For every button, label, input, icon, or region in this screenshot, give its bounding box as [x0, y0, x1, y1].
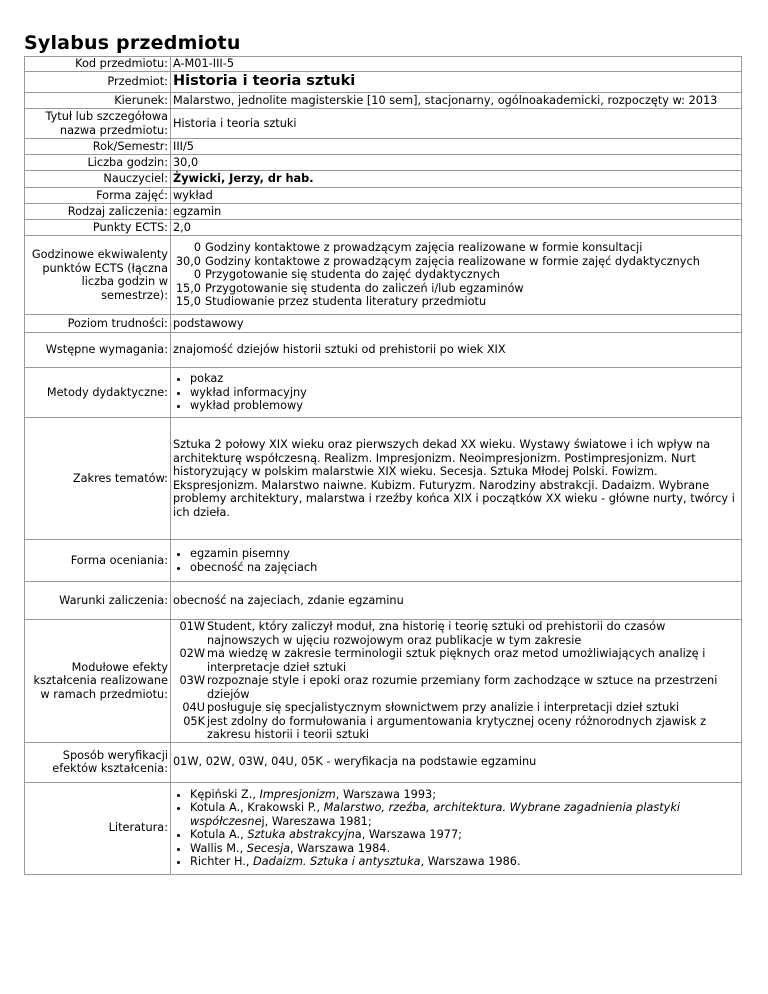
value-efekty — [171, 620, 742, 743]
row-weryfikacja — [25, 742, 742, 782]
learning-outcomes-list — [173, 620, 739, 742]
value-forma: wykład — [171, 188, 742, 204]
list-item — [190, 855, 739, 869]
row-zaliczenie — [25, 204, 742, 220]
ects-hours-value: 0 — [193, 268, 201, 282]
row-literatura — [25, 782, 742, 874]
ects-hours-item — [173, 282, 700, 296]
outcome-code: 03W — [179, 674, 205, 687]
list-item — [190, 828, 739, 842]
label-literatura: Literatura: — [25, 782, 171, 874]
outcome-item — [173, 715, 739, 742]
value-weryfikacja: 01W, 02W, 03W, 04U, 05K - weryfikacja na podstawie egzaminu — [171, 742, 742, 782]
value-ekwiwalenty — [171, 236, 742, 315]
list-item: • obecność na zajęciach — [190, 561, 739, 575]
literature-author: Richter H., — [190, 855, 254, 868]
literature-details: a, Warszawa 1977; — [354, 828, 462, 841]
ects-hours-value: 15,0 — [175, 295, 201, 309]
outcome-text: Student, który zaliczył moduł, zna historię i teorię sztuki od prehistorii do czasów najnowszych w ujęciu rozwojowym oraz publikacje w tym zakresie — [207, 620, 666, 647]
label-wymagania: Wstępne wymagania: — [25, 333, 171, 368]
literature-details: , Warszawa 1993; — [335, 787, 437, 801]
label-zakres: Zakres tematów: — [25, 418, 171, 540]
label-weryfikacja: Sposób weryfikacji efektów kształcenia: — [25, 742, 171, 782]
outcome-code: 02W — [179, 647, 205, 660]
label-rok: Rok/Semestr: — [25, 139, 171, 155]
ects-hours-value: 30,0 — [175, 254, 201, 268]
outcome-item — [173, 647, 739, 674]
value-przedmiot: Historia i teoria sztuki — [171, 72, 742, 93]
label-godziny: Liczba godzin: — [25, 155, 171, 171]
outcome-code: 01W — [179, 620, 205, 633]
syllabus-table — [24, 56, 742, 875]
value-godziny: 30,0 — [171, 155, 742, 171]
value-kierunek: Malarstwo, jednolite magisterskie [10 sem], stacjonarny, ogólnoakademicki, rozpoczęty w: 2013 — [171, 93, 742, 109]
value-wymagania: znajomość dziejów historii sztuki od prehistorii po wiek XIX — [171, 333, 742, 368]
value-tytul: Historia i teoria sztuki — [171, 109, 742, 139]
list-item — [190, 788, 739, 802]
outcome-item — [173, 674, 739, 701]
literature-title: Malarstwo, rzeźba, architektura. Wybrane zagadnienia plastyki współczesne — [190, 801, 681, 828]
row-poziom — [25, 315, 742, 333]
row-zakres — [25, 418, 742, 540]
outcome-code: 04U — [182, 701, 205, 714]
ects-hours-list — [173, 241, 700, 309]
row-forma — [25, 188, 742, 204]
row-metody — [25, 368, 742, 418]
row-rok — [25, 139, 742, 155]
row-godziny — [25, 155, 742, 171]
ects-hours-text: Przygotowanie się studenta do zajęć dydaktycznych — [205, 268, 500, 282]
literature-title: Secesja — [246, 841, 291, 855]
label-forma: Forma zajęć: — [25, 188, 171, 204]
row-efekty — [25, 620, 742, 743]
row-ekwiwalenty — [25, 236, 742, 315]
value-poziom: podstawowy — [171, 315, 742, 333]
label-ocenianie: Forma oceniania: — [25, 540, 171, 582]
list-item: • wykład informacyjny — [190, 386, 739, 400]
literature-title: Impresjonizm — [259, 787, 336, 801]
literature-title: Dadaizm. Sztuka i antysztuka — [253, 855, 421, 868]
row-ects — [25, 220, 742, 236]
value-nauczyciel: Żywicki, Jerzy, dr hab. — [171, 171, 742, 188]
value-ects: 2,0 — [171, 220, 742, 236]
ects-hours-text: Godziny kontaktowe z prowadzącym zajęcia realizowane w formie konsultacji — [205, 241, 643, 255]
row-kod — [25, 57, 742, 72]
outcome-text: jest zdolny do formułowania i argumentowania krytycznej oceny różnorodnych zjawisk z zakresu historii i teorii sztuki — [207, 714, 707, 741]
label-zaliczenie: Rodzaj zaliczenia: — [25, 204, 171, 220]
value-zakres: Sztuka 2 połowy XIX wieku oraz pierwszych dekad XX wieku. Wystawy światowe i ich wpływ na architekturę współczesną. Realizm. Impresjonizm. Neoimpresjonizm. Postimpresjonizm. Nurt historyzujący w polskim malarstwie XIX wieku. Secesja. Sztuka Młodej Polski. Fowizm. Ekspresjonizm. Malarstwo naiwne. Kubizm. Futuryzm. Narodziny abstrakcji. Dadaizm. Wybrane problemy architektury, malarstwa i rzeźby końca XIX i początków XX wieku - główne nurty, twórcy i ich dzieła. — [171, 418, 742, 540]
ects-hours-text: Przygotowanie się studenta do zaliczeń i/lub egzaminów — [205, 281, 524, 295]
literature-author: Kotula A., Krakowski P., — [190, 801, 324, 814]
literature-author: Kępiński Z., — [190, 787, 260, 801]
value-literatura — [171, 782, 742, 874]
outcome-text: rozpoznaje style i epoki oraz rozumie przemiany form zachodzące w sztuce na przestrzeni dziejów — [207, 674, 718, 701]
literature-details: , Warszawa 1986. — [420, 855, 521, 868]
label-ects: Punkty ECTS: — [25, 220, 171, 236]
label-nauczyciel: Nauczyciel: — [25, 171, 171, 188]
methods-list — [173, 372, 739, 413]
ects-hours-item — [173, 255, 700, 269]
value-ocenianie — [171, 540, 742, 582]
value-warunki: obecność na zajeciach, zdanie egzaminu — [171, 582, 742, 620]
row-wymagania — [25, 333, 742, 368]
literature-list — [173, 788, 739, 869]
row-warunki — [25, 582, 742, 620]
ects-hours-value: 15,0 — [175, 281, 201, 295]
row-ocenianie — [25, 540, 742, 582]
literature-author: Kotula A., — [190, 828, 248, 841]
value-kod: A-M01-III-5 — [171, 57, 742, 72]
outcome-text: ma wiedzę w zakresie terminologii sztuk pięknych oraz metod umożliwiających analizę i interpretacje dzieł sztuki — [207, 647, 706, 674]
outcome-item — [173, 620, 739, 647]
list-item — [190, 801, 739, 828]
assessment-list — [173, 547, 739, 574]
outcome-text: posługuje się specjalistycznym słownictwem przy analizie i interpretacji dzieł sztuki — [207, 701, 680, 714]
list-item: • wykład problemowy — [190, 399, 739, 413]
ects-hours-item — [173, 241, 700, 255]
label-poziom: Poziom trudności: — [25, 315, 171, 333]
ects-hours-item — [173, 268, 700, 282]
list-item: • pokaz — [190, 372, 739, 386]
value-zaliczenie: egzamin — [171, 204, 742, 220]
label-metody: Metody dydaktyczne: — [25, 368, 171, 418]
value-metody — [171, 368, 742, 418]
row-kierunek — [25, 93, 742, 109]
label-efekty: Modułowe efekty kształcenia realizowane w ramach przedmiotu: — [25, 620, 171, 743]
literature-details: , Warszawa 1984. — [290, 841, 391, 855]
row-nauczyciel — [25, 171, 742, 188]
label-kierunek: Kierunek: — [25, 93, 171, 109]
literature-title: Sztuka abstrakcyjn — [247, 828, 355, 841]
literature-author: Wallis M., — [190, 841, 247, 855]
label-kod: Kod przedmiotu: — [25, 57, 171, 72]
page-title: Sylabus przedmiotu — [24, 32, 241, 54]
outcome-code: 05K — [183, 714, 205, 728]
ects-hours-item — [173, 295, 700, 309]
row-przedmiot — [25, 72, 742, 93]
list-item — [190, 842, 739, 856]
label-ekwiwalenty: Godzinowe ekwiwalenty punktów ECTS (łączna liczba godzin w semestrze): — [25, 236, 171, 315]
label-warunki: Warunki zaliczenia: — [25, 582, 171, 620]
outcome-item — [173, 701, 739, 715]
list-item: • egzamin pisemny — [190, 547, 739, 561]
value-rok: III/5 — [171, 139, 742, 155]
literature-details: j, Wareszawa 1981; — [261, 814, 372, 828]
label-tytul: Tytuł lub szczegółowa nazwa przedmiotu: — [25, 109, 171, 139]
row-tytul — [25, 109, 742, 139]
ects-hours-text: Studiowanie przez studenta literatury przedmiotu — [205, 295, 487, 309]
ects-hours-text: Godziny kontaktowe z prowadzącym zajęcia realizowane w formie zajęć dydaktycznych — [205, 254, 700, 268]
ects-hours-value: 0 — [193, 241, 201, 255]
label-przedmiot: Przedmiot: — [25, 72, 171, 93]
